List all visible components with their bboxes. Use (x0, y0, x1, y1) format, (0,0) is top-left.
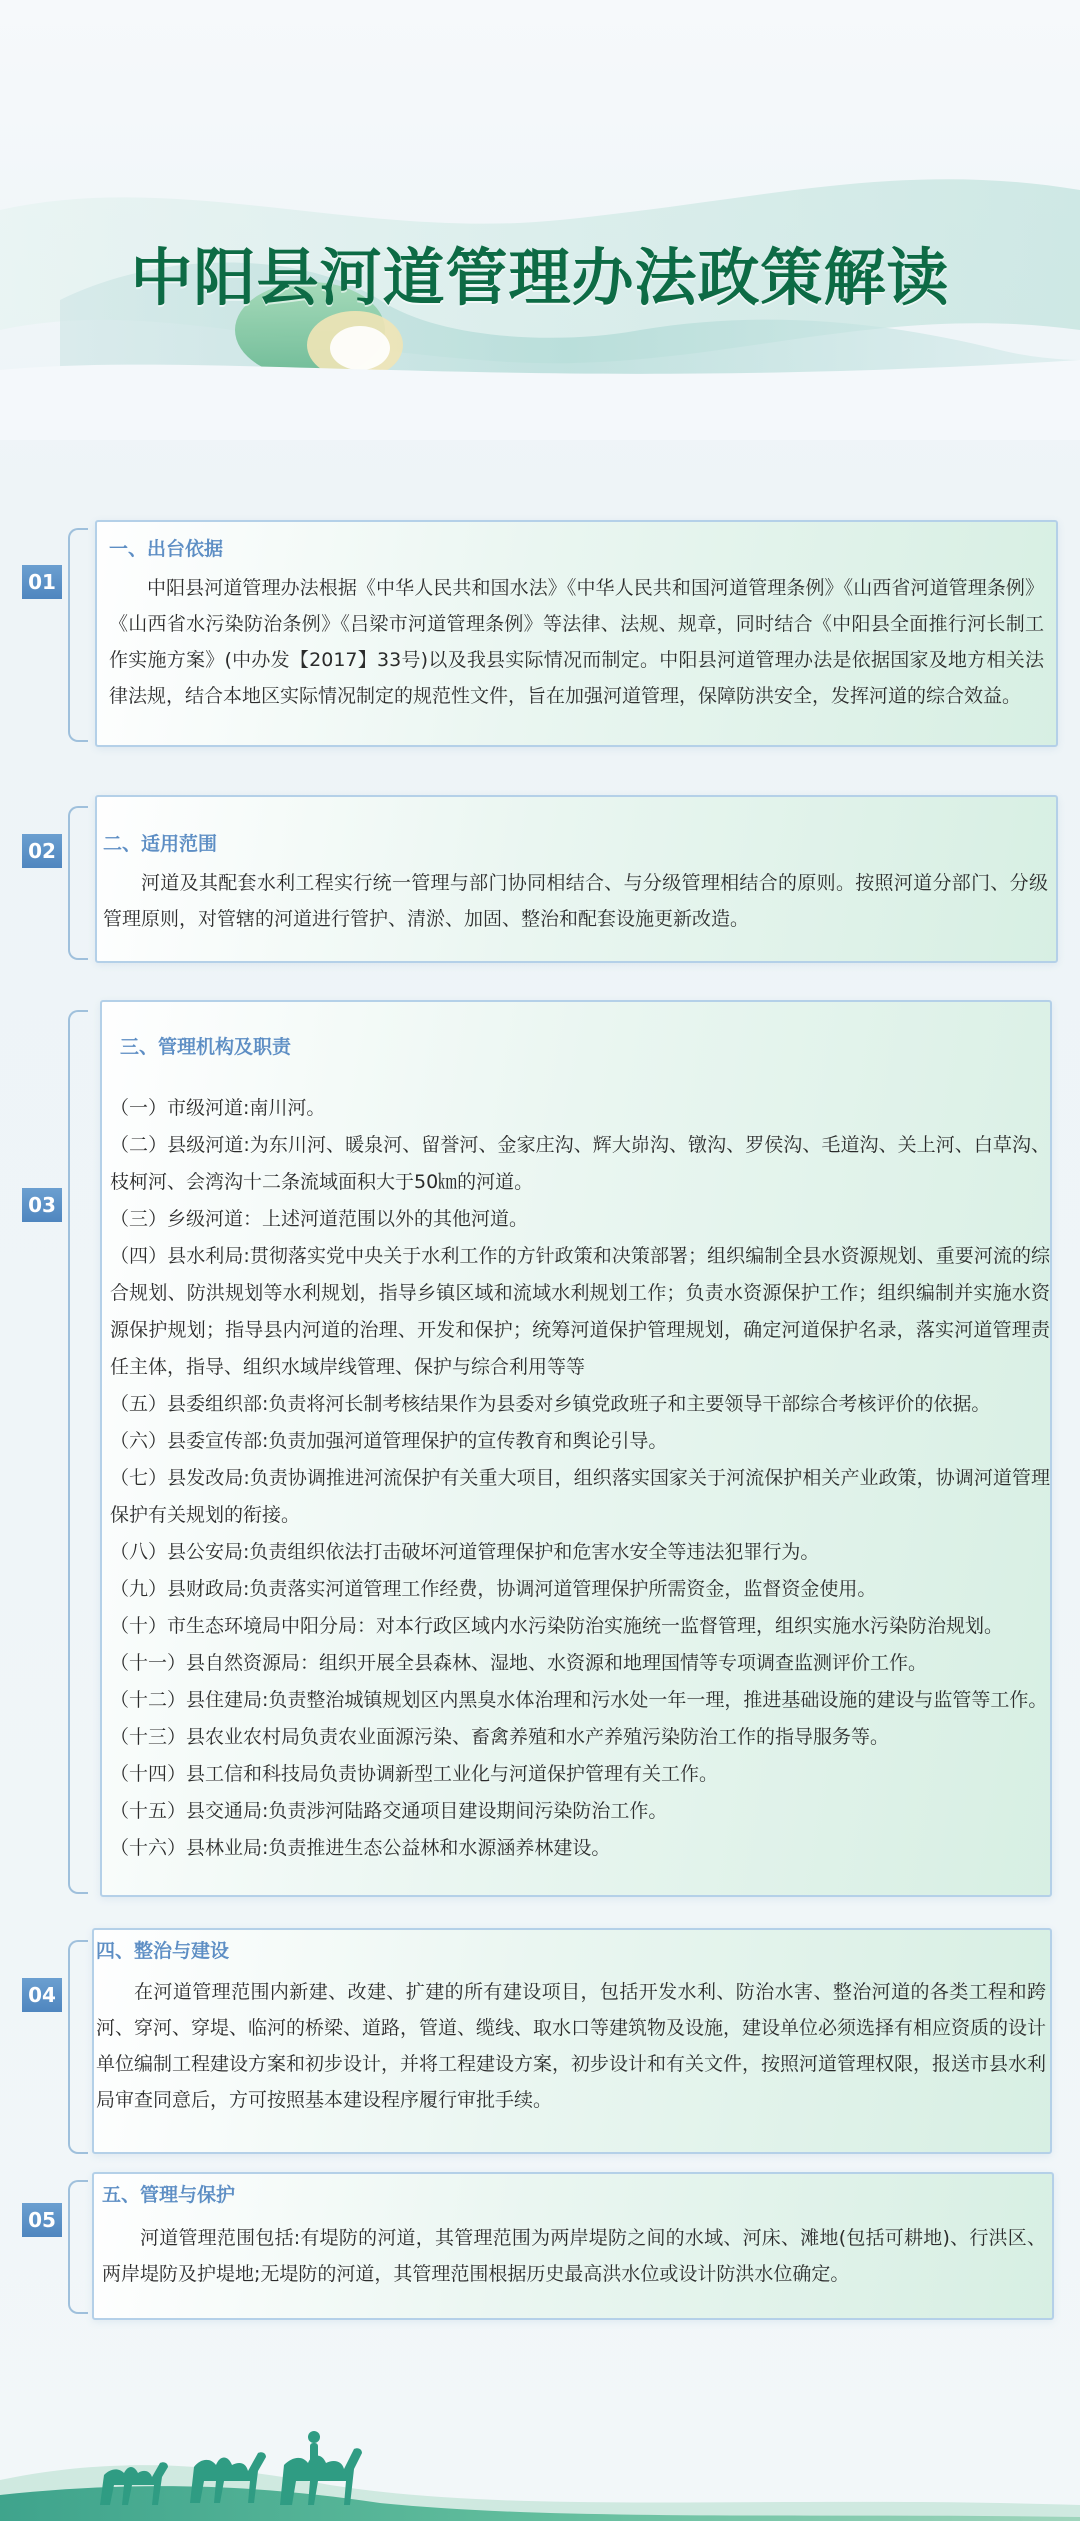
section-body: 在河道管理范围内新建、改建、扩建的所有建设项目，包括开发水利、防治水害、整治河道的各类工程和跨河、穿河、穿堤、临河的桥梁、道路，管道、缆线、取水口等建筑物及设施，建设单位必须选择有相应资质的设计单位编制工程建设方案和初步设计，并将工程建设方案，初步设计和有关文件，按照河道管理权限，报送市县水利局审查同意后，方可按照基本建设程序履行审批手续。 (96, 1981, 1047, 2111)
section-heading: 一、出台依据 (109, 538, 224, 560)
section-card-scope (95, 795, 1058, 963)
section-number-badge: 01 (22, 565, 62, 599)
section-bracket (68, 1940, 88, 2154)
section-heading: 三、管理机构及职责 (120, 1036, 292, 1058)
section-number-badge: 03 (22, 1188, 62, 1222)
section-number-badge: 05 (22, 2203, 62, 2237)
section-card-protection (92, 2172, 1054, 2320)
list-item: （十五）县交通局:负责涉河陆路交通项目建设期间污染防治工作。 (110, 1800, 668, 1822)
list-item: （二）县级河道:为东川河、暖泉河、留誉河、金家庄沟、辉大峁沟、镦沟、罗侯沟、毛道沟、关上河、白草沟、枝柯河、会湾沟十二条流域面积大于50㎞的河道。 (110, 1134, 1050, 1193)
section-number-badge: 04 (22, 1978, 62, 2012)
list-item: （十四）县工信和科技局负责协调新型工业化与河道保护管理有关工作。 (110, 1763, 719, 1785)
list-item: （十一）县自然资源局：组织开展全县森林、湿地、水资源和地理国情等专项调查监测评价工作。 (110, 1652, 928, 1674)
section-heading: 二、适用范围 (103, 833, 218, 855)
section-body: 河道管理范围包括:有堤防的河道，其管理范围为两岸堤防之间的水域、河床、滩地(包括可耕地)、行洪区、两岸堤防及护堤地;无堤防的河道，其管理范围根据历史最高洪水位或设计防洪水位确定。 (102, 2227, 1046, 2285)
list-item: （十三）县农业农村局负责农业面源污染、畜禽养殖和水产养殖污染防治工作的指导服务等。 (110, 1726, 890, 1748)
list-item: （五）县委组织部:负责将河长制考核结果作为县委对乡镇党政班子和主要领导干部综合考核评价的依据。 (110, 1393, 991, 1415)
header-banner (0, 0, 1080, 440)
section-card-basis (95, 520, 1058, 747)
list-item: （三）乡级河道：上述河道范围以外的其他河道。 (110, 1208, 529, 1230)
duty-list (110, 1090, 1050, 1867)
list-item: （八）县公安局:负责组织依法打击破坏河道管理保护和危害水安全等违法犯罪行为。 (110, 1541, 820, 1563)
section-bracket (68, 1010, 88, 1894)
section-heading: 五、管理与保护 (102, 2184, 236, 2206)
list-item: （一）市级河道:南川河。 (110, 1097, 326, 1119)
list-item: （七）县发改局:负责协调推进河流保护有关重大项目，组织落实国家关于河流保护相关产业政策，协调河道管理保护有关规划的衔接。 (110, 1467, 1050, 1526)
section-body: 河道及其配套水利工程实行统一管理与部门协同相结合、与分级管理相结合的原则。按照河道分部门、分级管理原则，对管辖的河道进行管护、清淤、加固、整治和配套设施更新改造。 (103, 872, 1048, 930)
section-card-construction (92, 1928, 1052, 2154)
footer-landscape (0, 2385, 1080, 2521)
page-title: 中阳县河道管理办法政策解读 (130, 241, 950, 314)
section-card-agencies (100, 1000, 1052, 1897)
list-item: （九）县财政局:负责落实河道管理工作经费，协调河道管理保护所需资金，监督资金使用。 (110, 1578, 877, 1600)
list-item: （四）县水利局:贯彻落实党中央关于水利工作的方针政策和决策部署；组织编制全县水资源规划、重要河流的综合规划、防洪规划等水利规划，指导乡镇区域和流域水利规划工作；负责水资源保护工作；组织编制并实施水资源保护规划；指导县内河道的治理、开发和保护；统筹河道保护管理规划，确定河道保护名录，落实河道管理责任主体，指导、组织水域岸线管理、保护与综合利用等等 (110, 1245, 1050, 1378)
list-item: （六）县委宣传部:负责加强河道管理保护的宣传教育和舆论引导。 (110, 1430, 668, 1452)
section-heading: 四、整治与建设 (96, 1940, 230, 1962)
list-item: （十六）县林业局:负责推进生态公益林和水源涵养林建设。 (110, 1837, 611, 1859)
section-bracket (68, 2180, 88, 2314)
section-bracket (68, 528, 88, 742)
section-body: 中阳县河道管理办法根据《中华人民共和国水法》《中华人民共和国河道管理条例》《山西省河道管理条例》《山西省水污染防治条例》《吕梁市河道管理条例》等法律、法规、规章，同时结合《中阳县全面推行河长制工作实施方案》(中办发【2017】33号)以及我县实际情况而制定。中阳县河道管理办法是依据国家及地方相关法律法规，结合本地区实际情况制定的规范性文件，旨在加强河道管理，保障防洪安全，发挥河道的综合效益。 (109, 577, 1044, 707)
section-number-badge: 02 (22, 834, 62, 868)
list-item: （十二）县住建局:负责整治城镇规划区内黑臭水体治理和污水处一年一理，推进基础设施的建设与监管等工作。 (110, 1689, 1048, 1711)
section-bracket (68, 806, 88, 960)
list-item: （十）市生态环境局中阳分局：对本行政区域内水污染防治实施统一监督管理，组织实施水污染防治规划。 (110, 1615, 1004, 1637)
